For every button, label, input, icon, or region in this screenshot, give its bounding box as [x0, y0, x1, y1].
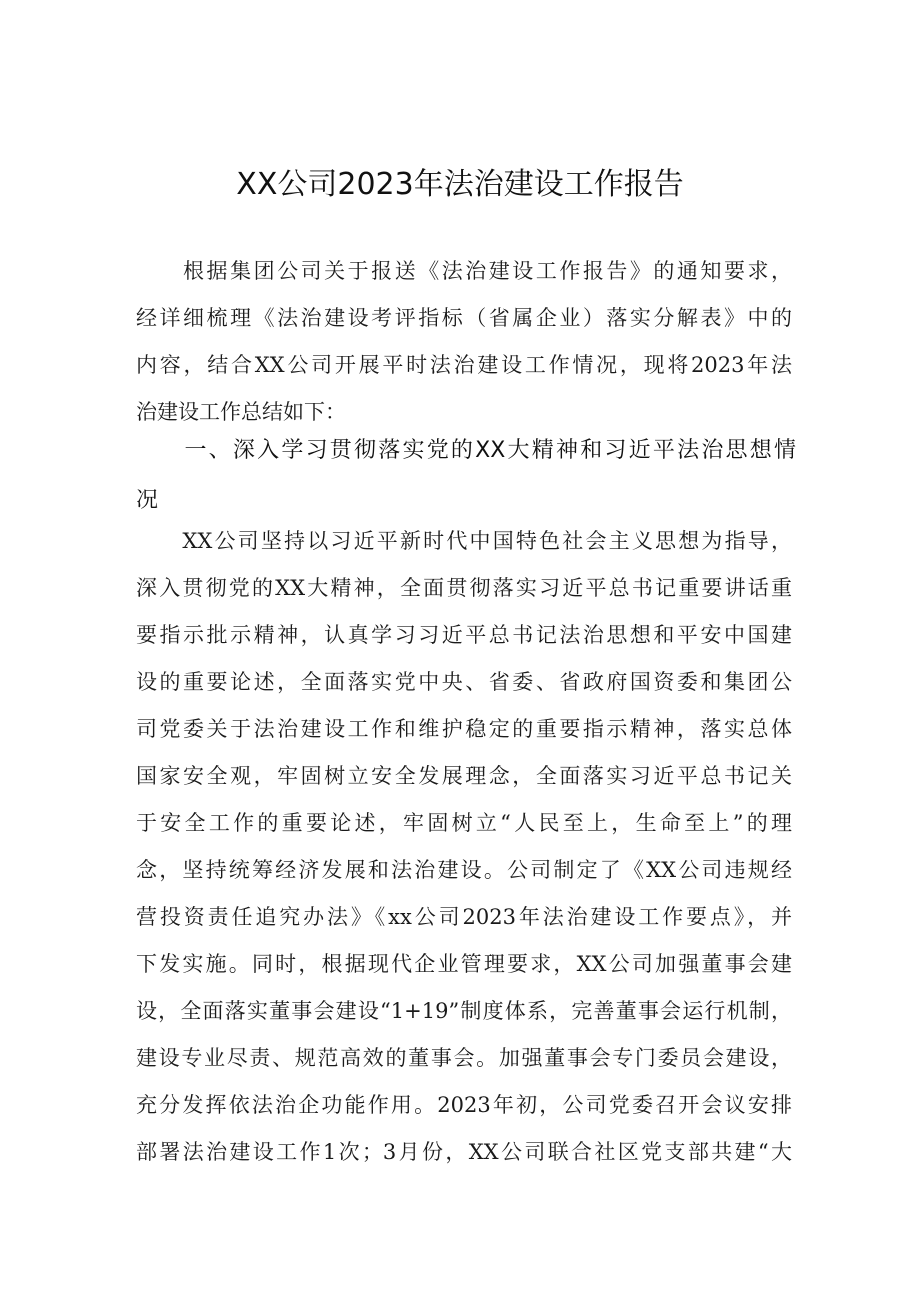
section-body-paragraph [136, 518, 792, 1176]
body-line: 下发实施。同时，根据现代企业管理要求，XX公司加强董事会建 [136, 952, 792, 976]
body-line: 于安全工作的重要论述，牢固树立“人民至上，生命至上”的理 [136, 811, 792, 835]
section-heading-line: 况 [136, 488, 159, 513]
body-line: 设的重要论述，全面落实党中央、省委、省政府国资委和集团公 [136, 670, 792, 694]
body-line: 要指示批示精神，认真学习习近平总书记法治思想和平安中国建 [136, 623, 792, 647]
document-title: XX公司2023年法治建设工作报告 [236, 167, 684, 202]
body-line: 营投资责任追究办法》《xx公司2023年法治建设工作要点》，并 [136, 905, 792, 929]
intro-paragraph [136, 248, 792, 436]
body-line: 部署法治建设工作1次；3月份，XX公司联合社区党支部共建“大 [136, 1140, 792, 1164]
intro-line: 内容，结合XX公司开展平时法治建设工作情况，现将2023年法 [136, 353, 792, 377]
intro-line: 根据集团公司关于报送《法治建设工作报告》的通知要求， [136, 259, 792, 283]
body-line: 念，坚持统筹经济发展和法治建设。公司制定了《XX公司违规经 [136, 858, 792, 882]
body-line: 设，全面落实董事会建设“1+19”制度体系，完善董事会运行机制， [136, 999, 792, 1023]
body-line: 充分发挥依法治企功能作用。2023年初，公司党委召开会议安排 [136, 1093, 792, 1117]
intro-line: 经详细梳理《法治建设考评指标（省属企业）落实分解表》中的 [136, 306, 792, 330]
body-line: 国家安全观，牢固树立安全发展理念，全面落实习近平总书记关 [136, 764, 792, 788]
body-line: 建设专业尽责、规范高效的董事会。加强董事会专门委员会建设， [136, 1046, 792, 1070]
body-line: 司党委关于法治建设工作和维护稳定的重要指示精神，落实总体 [136, 717, 792, 741]
section-heading-line: 一、深入学习贯彻落实党的XX大精神和习近平法治思想情 [136, 438, 796, 463]
intro-line: 治建设工作总结如下： [136, 400, 346, 424]
body-line: XX公司坚持以习近平新时代中国特色社会主义思想为指导， [136, 529, 792, 553]
section-heading [136, 426, 796, 526]
body-line: 深入贯彻党的XX大精神，全面贯彻落实习近平总书记重要讲话重 [136, 576, 792, 600]
